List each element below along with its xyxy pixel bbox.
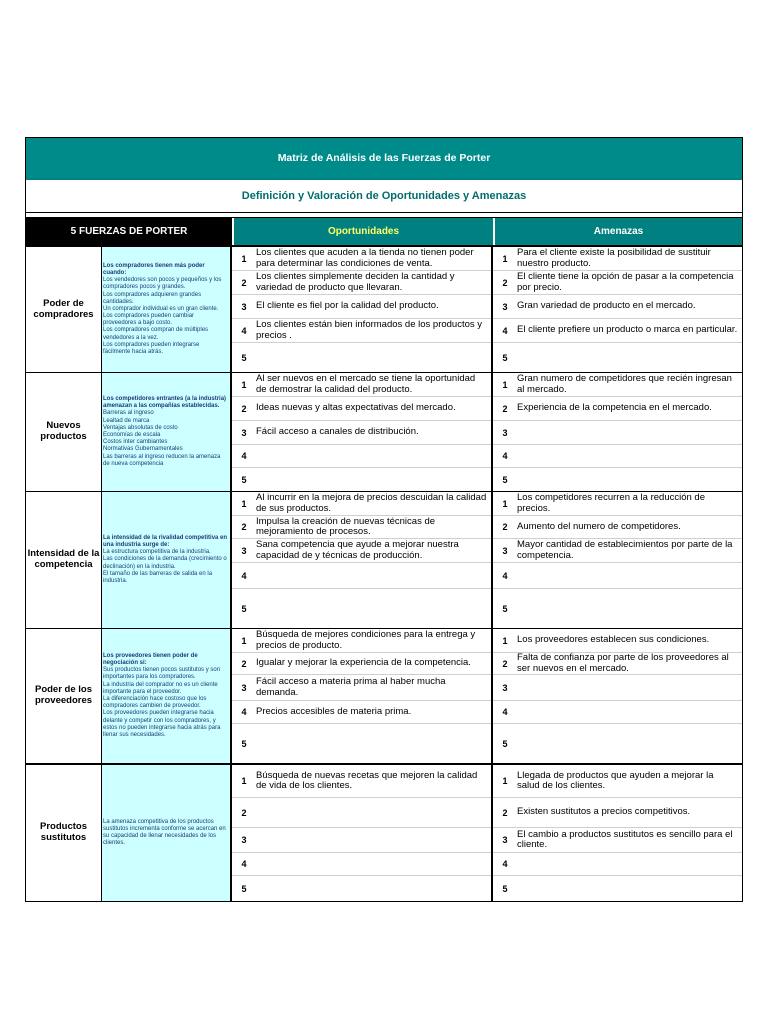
forces-body	[26, 245, 742, 901]
item-text: Igualar y mejorar la experiencia de la competencia.	[256, 657, 471, 669]
item-number: 5	[502, 603, 508, 614]
amenaza-item	[493, 247, 742, 271]
force-section	[26, 628, 742, 763]
force-section	[26, 245, 742, 372]
item-text: Sana competencia que ayude a mejorar nuestra capacidad de y técnicas de producción.	[256, 539, 459, 561]
amenaza-item	[493, 539, 742, 563]
oportunidades-column	[232, 247, 493, 372]
oportunidad-item	[232, 539, 491, 563]
amenaza-item	[493, 853, 742, 876]
oportunidad-item	[232, 492, 491, 516]
oportunidad-item	[232, 675, 491, 701]
amenazas-column	[493, 765, 742, 901]
oportunidades-column	[232, 492, 493, 628]
amenaza-item	[493, 675, 742, 701]
force-section	[26, 491, 742, 628]
amenaza-item	[493, 765, 742, 798]
item-number: 5	[241, 883, 247, 894]
item-number: 4	[241, 707, 247, 717]
item-number: 1	[502, 776, 508, 786]
force-description	[102, 765, 232, 901]
item-text: Fácil acceso a canales de distribución.	[256, 426, 419, 438]
item-number: 3	[502, 427, 508, 438]
amenaza-item	[493, 724, 742, 763]
item-text: El cliente prefiere un producto o marca en particular.	[517, 324, 738, 336]
item-number: 4	[502, 707, 508, 717]
item-text: Búsqueda de mejores condiciones para la entrega y precios de producto.	[256, 629, 476, 651]
item-text: Impulsa la creación de nuevas técnicas de mejoramiento de procesos.	[256, 515, 436, 537]
amenaza-item	[493, 798, 742, 828]
amenaza-item	[493, 629, 742, 653]
header-oportunidades: Oportunidades	[232, 218, 493, 245]
item-number: 1	[241, 498, 247, 509]
oportunidad-item	[232, 319, 491, 343]
item-number: 4	[502, 325, 508, 336]
item-number: 4	[241, 570, 247, 581]
oportunidad-item	[232, 516, 491, 539]
item-number: 3	[241, 835, 247, 845]
oportunidad-item	[232, 853, 491, 876]
oportunidad-item	[232, 724, 491, 763]
oportunidad-item	[232, 445, 491, 468]
item-text: Los clientes que acuden a la tienda no tienen poder para determinar las condiciones de venta.	[256, 247, 474, 269]
amenazas-column	[493, 492, 742, 628]
oportunidad-item	[232, 563, 491, 589]
force-name: Poder de compradores	[26, 247, 102, 372]
amenaza-item	[493, 563, 742, 589]
item-number: 5	[241, 738, 247, 749]
item-number: 1	[241, 776, 247, 786]
item-text: Los proveedores establecen sus condiciones.	[517, 634, 710, 646]
item-text: Gran variedad de producto en el mercado.	[517, 300, 696, 312]
item-number: 4	[241, 859, 247, 869]
item-number: 3	[241, 427, 247, 438]
item-number: 2	[241, 522, 247, 532]
item-number: 5	[502, 474, 508, 485]
force-description-lead: Los competidores entrantes (a la industria) amenazan a las compañías establecidas.	[103, 396, 227, 410]
force-name: Intensidad de la competencia	[26, 492, 102, 628]
item-number: 5	[241, 603, 247, 614]
table-header-row	[26, 217, 742, 245]
force-name: Nuevos productos	[26, 373, 102, 491]
item-number: 1	[502, 498, 508, 509]
item-number: 1	[241, 379, 247, 390]
item-text: Aumento del numero de competidores.	[517, 520, 681, 532]
force-description	[102, 373, 232, 491]
item-number: 2	[502, 522, 508, 532]
oportunidades-column	[232, 373, 493, 491]
item-number: 5	[502, 738, 508, 749]
matrix-title: Matriz de Análisis de las Fuerzas de Porter	[26, 138, 742, 180]
item-text: Falta de confianza por parte de los proveedores al ser nuevos en el mercado.	[517, 652, 729, 674]
item-number: 1	[241, 253, 247, 264]
amenaza-item	[493, 343, 742, 372]
item-number: 5	[502, 883, 508, 894]
item-text: Ideas nuevas y altas expectativas del mercado.	[256, 402, 456, 414]
item-number: 5	[502, 352, 508, 363]
item-text: Los clientes están bien informados de los productos y precios .	[256, 319, 483, 341]
item-number: 2	[502, 277, 508, 288]
amenaza-item	[493, 421, 742, 445]
item-number: 3	[502, 545, 508, 556]
amenaza-item	[493, 701, 742, 724]
item-number: 5	[241, 474, 247, 485]
item-number: 4	[502, 570, 508, 581]
item-text: Al incurrir en la mejora de precios descuidan la calidad de sus productos.	[256, 492, 487, 514]
oportunidad-item	[232, 828, 491, 853]
oportunidad-item	[232, 343, 491, 372]
amenazas-column	[493, 629, 742, 763]
amenaza-item	[493, 653, 742, 675]
oportunidad-item	[232, 798, 491, 828]
item-number: 1	[502, 253, 508, 264]
force-description	[102, 629, 232, 763]
amenaza-item	[493, 492, 742, 516]
item-text: Los competidores recurren a la reducción de precios.	[517, 492, 705, 514]
item-number: 1	[502, 635, 508, 646]
amenaza-item	[493, 828, 742, 853]
item-text: Fácil acceso a materia prima al haber mucha demanda.	[256, 676, 446, 698]
item-text: Para el cliente existe la posibilidad de sustituir nuestro producto.	[517, 247, 711, 269]
amenaza-item	[493, 271, 742, 295]
oportunidad-item	[232, 397, 491, 421]
amenaza-item	[493, 876, 742, 901]
force-name: Poder de los proveedores	[26, 629, 102, 763]
amenaza-item	[493, 445, 742, 468]
item-number: 4	[241, 451, 247, 461]
force-description-lead: La intensidad de la rivalidad competitiva en una industria surge de:	[103, 534, 228, 549]
force-description-text: La estructura competitiva de la industria. Las condiciones de la demanda (crecimiento o declinación) en la industria. El tamaño de las barreras de salida en la industria.	[103, 549, 227, 584]
force-description-text: Los vendedores son pocos y pequeños y los compradores pocos y grandes. Los compradores adquieren grandes cantidades. Un comprador individual es un gran cliente. Los compradores pueden cambiar proveedores a bajo costo. Los compradores compran de múltiples vendedores a la vez. Los compradores pueden integrarse fácilmente hacia atrás.	[103, 277, 222, 356]
oportunidad-item	[232, 373, 491, 397]
force-description	[102, 247, 232, 372]
item-text: El cambio a productos sustitutos es sencillo para el cliente.	[517, 828, 733, 850]
item-text: Llegada de productos que ayuden a mejorar la salud de los clientes.	[517, 769, 714, 791]
item-text: El cliente es fiel por la calidad del producto.	[256, 300, 439, 312]
item-text: Gran numero de competidores que recién ingresan al mercado.	[517, 373, 732, 395]
oportunidad-item	[232, 765, 491, 798]
item-number: 2	[502, 403, 508, 414]
amenazas-column	[493, 247, 742, 372]
force-section	[26, 372, 742, 491]
oportunidad-item	[232, 629, 491, 653]
oportunidades-column	[232, 765, 493, 901]
force-description-text: Barreras al ingreso Lealtad de marca Ventajas absolutas de costo Economías de escala Costos inter cambiantes Normativas Gubernamentales Las barreras al ingreso reducen la amenaza de nueva competencia	[103, 410, 221, 467]
amenaza-item	[493, 589, 742, 628]
amenaza-item	[493, 373, 742, 397]
item-number: 3	[241, 545, 247, 556]
item-number: 2	[241, 807, 247, 818]
item-number: 4	[502, 451, 508, 461]
item-text: Mayor cantidad de establecimientos por parte de la competencia.	[517, 539, 733, 561]
oportunidad-item	[232, 247, 491, 271]
oportunidad-item	[232, 653, 491, 675]
porter-matrix-sheet	[25, 137, 743, 902]
oportunidad-item	[232, 589, 491, 628]
item-number: 1	[502, 379, 508, 390]
force-description-lead: Los proveedores tienen poder de negociación si:	[103, 652, 198, 667]
item-number: 3	[241, 301, 247, 312]
force-section	[26, 763, 742, 901]
item-number: 2	[502, 658, 508, 669]
amenaza-item	[493, 516, 742, 539]
oportunidad-item	[232, 876, 491, 901]
item-number: 3	[241, 682, 247, 693]
oportunidad-item	[232, 271, 491, 295]
amenaza-item	[493, 319, 742, 343]
item-number: 3	[502, 682, 508, 693]
item-text: Al ser nuevos en el mercado se tiene la oportunidad de demostrar la calidad del producto.	[256, 373, 476, 395]
oportunidad-item	[232, 701, 491, 724]
item-text: El cliente tiene la opción de pasar a la competencia por precio.	[517, 271, 734, 293]
item-text: Experiencia de la competencia en el mercado.	[517, 402, 712, 414]
amenaza-item	[493, 468, 742, 491]
force-description-text: Sus productos tienen pocos sustitutos y son importantes para los compradores. La industria del comprador no es un cliente importante para el proveedor. La diferenciación hace costoso que los compradores cambien de proveedor. Los proveedores pueden integrarse hacia delante y competir con los compradores, y estos no pueden integrarse hacia atrás para llenar sus necesidades.	[103, 667, 221, 738]
amenaza-item	[493, 397, 742, 421]
item-number: 4	[241, 325, 247, 336]
matrix-subtitle: Definición y Valoración de Oportunidades y Amenazas	[26, 180, 742, 213]
item-number: 4	[502, 859, 508, 869]
item-number: 3	[502, 835, 508, 845]
oportunidad-item	[232, 468, 491, 491]
force-description-text: La amenaza competitiva de los productos sustitutos incrementa conforme se acercan en su capacidad de llenar necesidades de los clientes.	[103, 818, 226, 847]
item-text: Precios accesibles de materia prima.	[256, 705, 412, 717]
item-text: Los clientes simplemente deciden la cantidad y variedad de producto que llevaran.	[256, 271, 455, 293]
header-amenazas: Amenazas	[493, 218, 742, 245]
oportunidades-column	[232, 629, 493, 763]
oportunidad-item	[232, 295, 491, 319]
amenaza-item	[493, 295, 742, 319]
force-name: Productos sustitutos	[26, 765, 102, 901]
header-fuerzas: 5 FUERZAS DE PORTER	[26, 218, 232, 245]
item-text: Búsqueda de nuevas recetas que mejoren la calidad de vida de los clientes.	[256, 769, 478, 791]
item-number: 2	[502, 807, 508, 818]
item-number: 2	[241, 403, 247, 414]
item-number: 2	[241, 658, 247, 669]
amenazas-column	[493, 373, 742, 491]
item-number: 5	[241, 352, 247, 363]
oportunidad-item	[232, 421, 491, 445]
item-text: Existen sustitutos a precios competitivos.	[517, 806, 691, 818]
item-number: 2	[241, 277, 247, 288]
item-number: 3	[502, 301, 508, 312]
force-description	[102, 492, 232, 628]
force-description-lead: Los compradores tienen más poder cuando:	[103, 262, 205, 276]
item-number: 1	[241, 635, 247, 646]
